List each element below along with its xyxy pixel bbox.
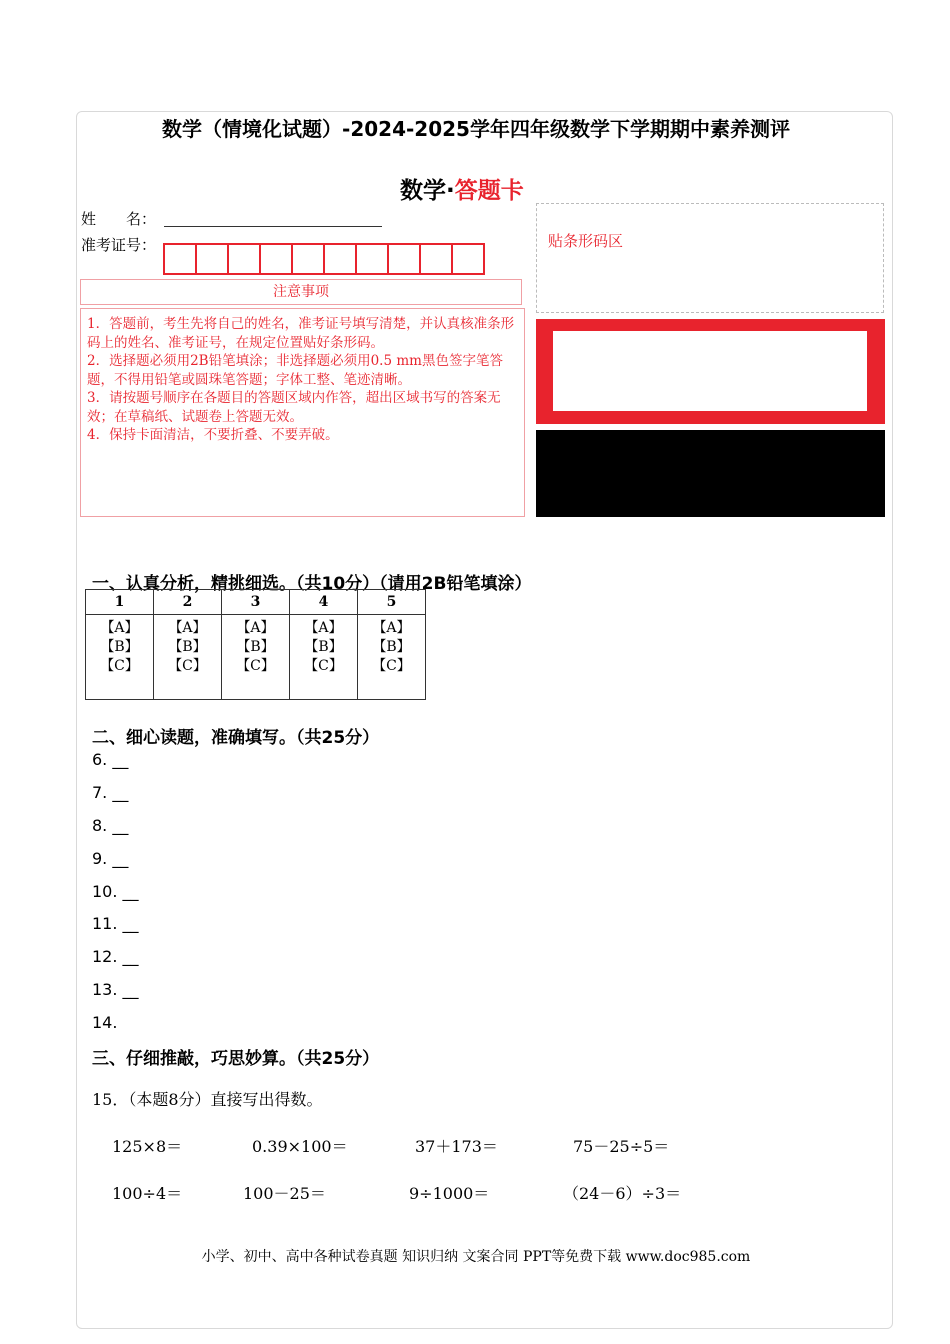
option-c[interactable]: 【C】: [236, 658, 275, 674]
question-number: 3: [222, 590, 290, 615]
blank-answer[interactable]: 7. __: [92, 783, 129, 802]
id-digit-box[interactable]: [323, 243, 357, 275]
question-number: 2: [154, 590, 222, 615]
blank-answer[interactable]: 9. __: [92, 849, 129, 868]
question-number: 4: [290, 590, 358, 615]
blank-answer[interactable]: 10. __: [92, 882, 139, 901]
calc-expression: 9÷1000＝: [409, 1184, 490, 1203]
absent-mark-box: [536, 319, 885, 424]
notice-item: 2．选择题必须用2B铅笔填涂；非选择题必须用0.5 mm黑色签字笔答题，不得用铅笔或圆珠笔答题；字体工整、笔迹清晰。: [87, 353, 503, 388]
barcode-area: [536, 203, 884, 313]
choice-cell[interactable]: [86, 615, 154, 700]
id-digit-box[interactable]: [163, 243, 197, 275]
absent-mark-inner: [553, 331, 867, 411]
id-digit-box[interactable]: [291, 243, 325, 275]
choice-cell[interactable]: [358, 615, 426, 700]
id-number-boxes[interactable]: [163, 243, 483, 275]
black-block: [536, 430, 885, 517]
exam-title: 数学（情境化试题）-2024-2025学年四年级数学下学期期中素养测评: [162, 117, 790, 141]
notice-item: 4．保持卡面清洁，不要折叠、不要弄破。: [87, 427, 339, 443]
blank-answer[interactable]: 11. __: [92, 914, 139, 933]
option-c[interactable]: 【C】: [372, 658, 411, 674]
id-digit-box[interactable]: [387, 243, 421, 275]
choice-table: [85, 589, 426, 700]
option-c[interactable]: 【C】: [168, 658, 207, 674]
option-b[interactable]: 【B】: [236, 639, 275, 655]
card-title-highlight: 答题卡: [454, 178, 524, 204]
card-title-prefix: 数学·: [400, 178, 455, 204]
option-a[interactable]: 【A】: [236, 620, 275, 636]
id-digit-box[interactable]: [451, 243, 485, 275]
card-title: [400, 172, 524, 205]
choice-cell[interactable]: [154, 615, 222, 700]
option-c[interactable]: 【C】: [304, 658, 343, 674]
notice-heading: 注意事项: [80, 279, 522, 305]
name-field[interactable]: [164, 225, 382, 227]
section3-heading: 三、仔细推敲，巧思妙算。（共25分）: [92, 1049, 380, 1069]
id-digit-box[interactable]: [195, 243, 229, 275]
question-number: 5: [358, 590, 426, 615]
blank-answer[interactable]: 12. __: [92, 947, 139, 966]
choice-cell[interactable]: [222, 615, 290, 700]
option-b[interactable]: 【B】: [100, 639, 139, 655]
calc-expression: 0.39×100＝: [252, 1137, 348, 1156]
question-number: 1: [86, 590, 154, 615]
option-a[interactable]: 【A】: [372, 620, 411, 636]
id-digit-box[interactable]: [355, 243, 389, 275]
option-c[interactable]: 【C】: [100, 658, 139, 674]
blank-answer[interactable]: 8. __: [92, 816, 129, 835]
blank-answer[interactable]: 13. __: [92, 980, 139, 999]
id-label: 准考证号：: [81, 236, 157, 254]
option-b[interactable]: 【B】: [304, 639, 343, 655]
name-label: 姓 名：: [81, 210, 157, 228]
calc-expression: 75－25÷5＝: [573, 1137, 670, 1156]
option-a[interactable]: 【A】: [168, 620, 207, 636]
calc-expression: 125×8＝: [112, 1137, 183, 1156]
calc-expression: 100÷4＝: [112, 1184, 183, 1203]
blank-answer[interactable]: 6. __: [92, 750, 129, 769]
footer-text: 小学、初中、高中各种试卷真题 知识归纳 文案合同 PPT等免费下载 www.doc985.com: [201, 1249, 751, 1265]
notice-item: 3．请按题号顺序在各题目的答题区域内作答，超出区域书写的答案无效；在草稿纸、试题卷上答题无效。: [87, 390, 501, 425]
question-15: 15．（本题8分）直接写出得数。: [92, 1090, 323, 1109]
calc-expression: 100－25＝: [243, 1184, 326, 1203]
section1-heading: 一、认真分析，精挑细选。（共10分）（请用2B铅笔填涂）: [92, 574, 532, 594]
id-digit-box[interactable]: [419, 243, 453, 275]
option-a[interactable]: 【A】: [304, 620, 343, 636]
option-b[interactable]: 【B】: [372, 639, 411, 655]
notice-body: [80, 308, 525, 517]
id-digit-box[interactable]: [227, 243, 261, 275]
notice-item: 1．答题前，考生先将自己的姓名，准考证号填写清楚，并认真核准条形码上的姓名、准考证号，在规定位置贴好条形码。: [87, 316, 515, 351]
blank-answer[interactable]: 14.: [92, 1013, 118, 1032]
option-a[interactable]: 【A】: [100, 620, 139, 636]
barcode-label: 贴条形码区: [548, 232, 624, 250]
section2-heading: 二、细心读题，准确填写。（共25分）: [92, 728, 380, 748]
option-b[interactable]: 【B】: [168, 639, 207, 655]
calc-expression: （24－6）÷3＝: [563, 1184, 682, 1203]
id-digit-box[interactable]: [259, 243, 293, 275]
calc-expression: 37＋173＝: [415, 1137, 498, 1156]
choice-cell[interactable]: [290, 615, 358, 700]
